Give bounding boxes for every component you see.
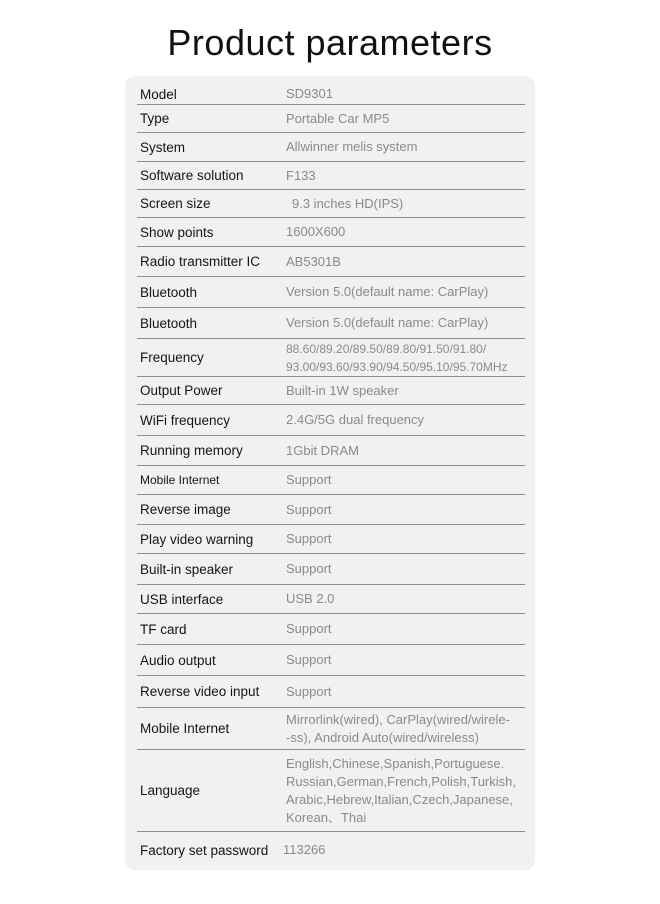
page-title: Product parameters (167, 22, 493, 63)
row-value: Allwinner melis system (286, 139, 418, 154)
row-value: Mirrorlink(wired), CarPlay(wired/wirele- -ss), Android Auto(wired/wireless) (286, 711, 510, 745)
table-row (137, 105, 525, 133)
row-value: F133 (286, 167, 316, 183)
row-value: English,Chinese,Spanish,Portuguese. Russian,German,French,Polish,Turkish, Arabic,Hebrew,Italian,Czech,Japanese, Korean、Thai (286, 755, 516, 825)
row-value: 113266 (283, 842, 326, 857)
row-label: Mobile Internet (140, 721, 230, 736)
row-value: AB5301B (286, 253, 341, 269)
table-row (137, 436, 525, 466)
row-label: TF card (140, 621, 187, 637)
row-label: WiFi frequency (140, 412, 231, 428)
row-label: Reverse video input (140, 684, 260, 699)
row-value: 9.3 inches HD(IPS) (292, 195, 404, 211)
table-row (137, 339, 525, 377)
table-row (137, 218, 525, 247)
row-label: Show points (140, 224, 214, 240)
row-value: Support (286, 652, 332, 667)
row-label: System (140, 139, 186, 155)
table-row (137, 133, 525, 162)
row-label: Bluetooth (140, 315, 198, 331)
table-row (137, 495, 525, 525)
table-row (137, 405, 525, 436)
row-value: Support (286, 472, 332, 487)
table-row (137, 277, 525, 308)
row-value: Support (286, 621, 332, 636)
row-value: Portable Car MP5 (286, 110, 390, 126)
table-row (137, 377, 525, 405)
row-label: Play video warning (140, 531, 254, 547)
row-value: USB 2.0 (286, 591, 335, 606)
row-label: Output Power (140, 383, 223, 398)
row-value: Version 5.0(default name: CarPlay) (286, 284, 489, 299)
table-row (137, 247, 525, 277)
row-label: Frequency (140, 350, 204, 365)
table-row (137, 676, 525, 708)
table-row (137, 308, 525, 339)
row-value: Support (286, 531, 332, 546)
row-value: 88.60/89.20/89.50/89.80/91.50/91.80/ 93.00/93.60/93.90/94.50/95.10/95.70MHz (286, 341, 508, 374)
row-value: SD9301 (286, 86, 333, 101)
row-value: Version 5.0(default name: CarPlay) (286, 315, 489, 330)
row-label: Reverse image (140, 502, 231, 517)
row-value: 2.4G/5G dual frequency (286, 412, 425, 427)
row-label: Radio transmitter IC (140, 254, 261, 269)
table-row (137, 832, 525, 868)
row-value: 1Gbit DRAM (286, 442, 359, 458)
row-label: Type (140, 111, 170, 126)
row-label: Built-in speaker (140, 561, 234, 577)
row-label: Running memory (140, 443, 243, 458)
row-label: Mobile Internet (140, 473, 220, 487)
row-label: Language (140, 783, 201, 798)
row-label: Factory set password (140, 842, 269, 858)
row-value: Support (286, 501, 332, 517)
table-row (137, 190, 525, 218)
table-row (137, 585, 525, 614)
table-row (137, 525, 525, 554)
row-label: Bluetooth (140, 284, 198, 300)
table-row (137, 750, 525, 832)
table-row (137, 466, 525, 495)
row-value: Support (286, 561, 332, 576)
row-value: 1600X600 (286, 224, 346, 239)
table-row (137, 554, 525, 585)
table-row (137, 162, 525, 190)
row-label: Screen size (140, 196, 211, 211)
row-label: Software solution (140, 168, 244, 183)
table-row (137, 614, 525, 645)
row-label: USB interface (140, 591, 224, 607)
row-label: Audio output (140, 652, 216, 668)
row-value: Built-in 1W speaker (286, 382, 399, 398)
table-row (137, 645, 525, 676)
row-value: Support (286, 683, 332, 699)
table-row (137, 84, 525, 105)
table-row (137, 708, 525, 750)
row-label: Model (140, 86, 177, 102)
